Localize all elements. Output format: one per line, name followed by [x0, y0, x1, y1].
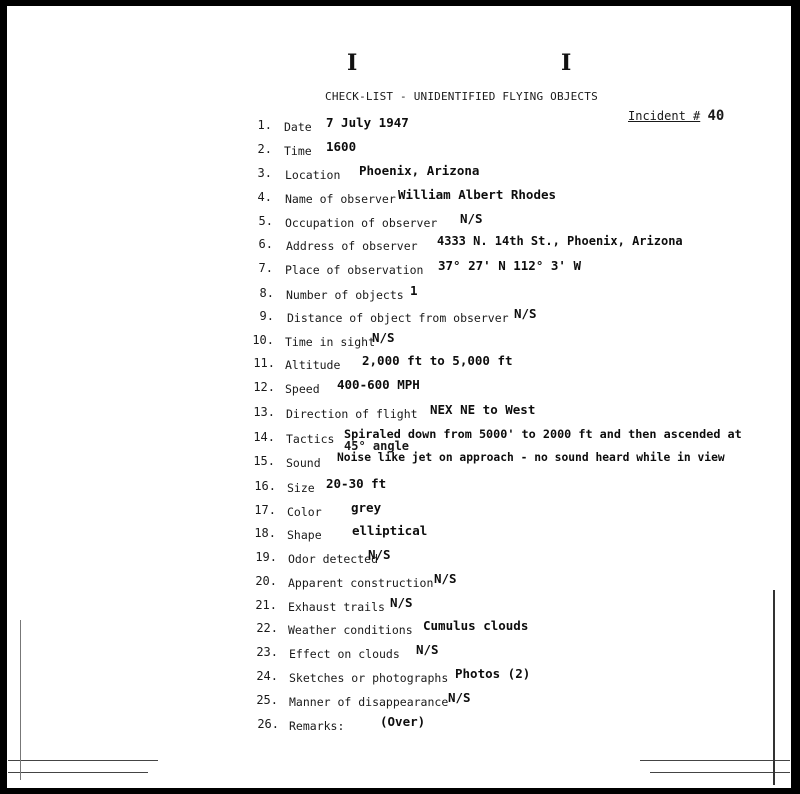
item-value: N/S: [416, 642, 439, 657]
item-number: 19.: [255, 550, 277, 564]
item-label: Sketches or photographs: [289, 671, 449, 685]
item-label: Color: [287, 505, 322, 519]
item-value: Spiraled down from 5000' to 2000 ft and then ascended at: [344, 427, 742, 441]
item-value: N/S: [514, 306, 537, 321]
item-value: NEX NE to West: [430, 402, 536, 417]
scan-border-bottom: [0, 788, 800, 794]
page-title: CHECK-LIST - UNIDENTIFIED FLYING OBJECTS: [325, 90, 598, 103]
item-number: 25.: [256, 693, 278, 707]
item-number: 2.: [257, 142, 272, 156]
item-value: Photos (2): [455, 666, 531, 681]
item-number: 13.: [253, 405, 275, 419]
item-label: Sound: [286, 456, 321, 470]
item-number: 21.: [255, 598, 277, 612]
item-label: Address of observer: [286, 239, 418, 253]
incident-value: 40: [707, 108, 725, 124]
item-value: N/S: [372, 330, 395, 345]
item-label: Altitude: [285, 358, 341, 372]
item-label: Speed: [285, 382, 320, 396]
item-number: 22.: [256, 621, 278, 635]
item-label: Size: [287, 481, 315, 495]
scan-border-top: [0, 0, 800, 6]
header-mark-left: I: [347, 50, 358, 76]
item-value: N/S: [390, 595, 413, 610]
item-value: N/S: [368, 547, 391, 562]
scan-border-right: [791, 0, 800, 794]
item-number: 16.: [254, 479, 276, 493]
item-number: 8.: [259, 286, 274, 300]
item-value: 2,000 ft to 5,000 ft: [362, 353, 513, 368]
incident-number: [628, 108, 724, 124]
item-value: Phoenix, Arizona: [359, 163, 480, 178]
item-number: 12.: [253, 380, 275, 394]
item-label: Name of observer: [285, 192, 396, 206]
item-label: Weather conditions: [288, 623, 413, 637]
item-number: 1.: [257, 118, 272, 132]
item-label: Remarks:: [289, 719, 345, 733]
item-label: Distance of object from observer: [287, 311, 509, 325]
item-number: 23.: [256, 645, 278, 659]
item-value: William Albert Rhodes: [398, 187, 557, 202]
item-label: Location: [285, 168, 341, 182]
scan-line: [650, 772, 790, 773]
item-value: 400-600 MPH: [337, 377, 420, 392]
item-label: Direction of flight: [286, 407, 418, 421]
item-number: 26.: [257, 717, 279, 731]
scan-line: [8, 772, 148, 773]
item-value: grey: [351, 500, 382, 515]
scan-border-left: [0, 0, 7, 794]
item-label: Place of observation: [285, 263, 424, 277]
item-label: Manner of disappearance: [289, 695, 449, 709]
item-value: 37° 27' N 112° 3' W: [438, 258, 581, 273]
item-value: (Over): [380, 714, 426, 729]
item-label: Shape: [287, 528, 322, 542]
item-label: Occupation of observer: [285, 216, 438, 230]
item-value: N/S: [448, 690, 471, 705]
item-number: 6.: [258, 237, 273, 251]
item-label: Effect on clouds: [289, 647, 400, 661]
scan-line: [8, 760, 158, 761]
item-value: elliptical: [352, 523, 428, 538]
item-value: Noise like jet on approach - no sound heard while in view: [337, 451, 725, 464]
item-label: Time: [284, 144, 312, 158]
item-value: 1: [410, 283, 418, 298]
item-value: N/S: [434, 571, 457, 586]
item-number: 9.: [259, 309, 274, 323]
item-value: 4333 N. 14th St., Phoenix, Arizona: [437, 234, 683, 248]
item-value-continued: 45° angle: [344, 439, 410, 453]
item-value: 7 July 1947: [326, 115, 409, 130]
item-number: 7.: [258, 261, 273, 275]
item-value: 20-30 ft: [326, 476, 387, 491]
header-mark-right: I: [561, 50, 572, 76]
item-label: Number of objects: [286, 288, 404, 302]
item-number: 14.: [253, 430, 275, 444]
scan-line: [640, 760, 790, 761]
item-number: 24.: [256, 669, 278, 683]
scan-line: [20, 620, 21, 780]
item-number: 18.: [254, 526, 276, 540]
item-number: 3.: [257, 166, 272, 180]
item-number: 5.: [258, 214, 273, 228]
item-value: N/S: [460, 211, 483, 226]
item-number: 17.: [254, 503, 276, 517]
item-number: 4.: [257, 190, 272, 204]
item-label: Apparent construction: [288, 576, 434, 590]
item-label: Tactics: [286, 432, 335, 446]
item-label: Odor detected: [288, 552, 379, 566]
item-value: Cumulus clouds: [423, 618, 529, 633]
item-number: 15.: [253, 454, 275, 468]
item-label: Time in sight: [285, 335, 376, 349]
item-value: 1600: [326, 139, 357, 154]
item-number: 10.: [252, 333, 274, 347]
incident-label: Incident #: [628, 109, 701, 123]
item-label: Exhaust trails: [288, 600, 385, 614]
item-number: 11.: [253, 356, 275, 370]
scan-line: [773, 590, 775, 785]
item-label: Date: [284, 120, 312, 134]
item-number: 20.: [255, 574, 277, 588]
